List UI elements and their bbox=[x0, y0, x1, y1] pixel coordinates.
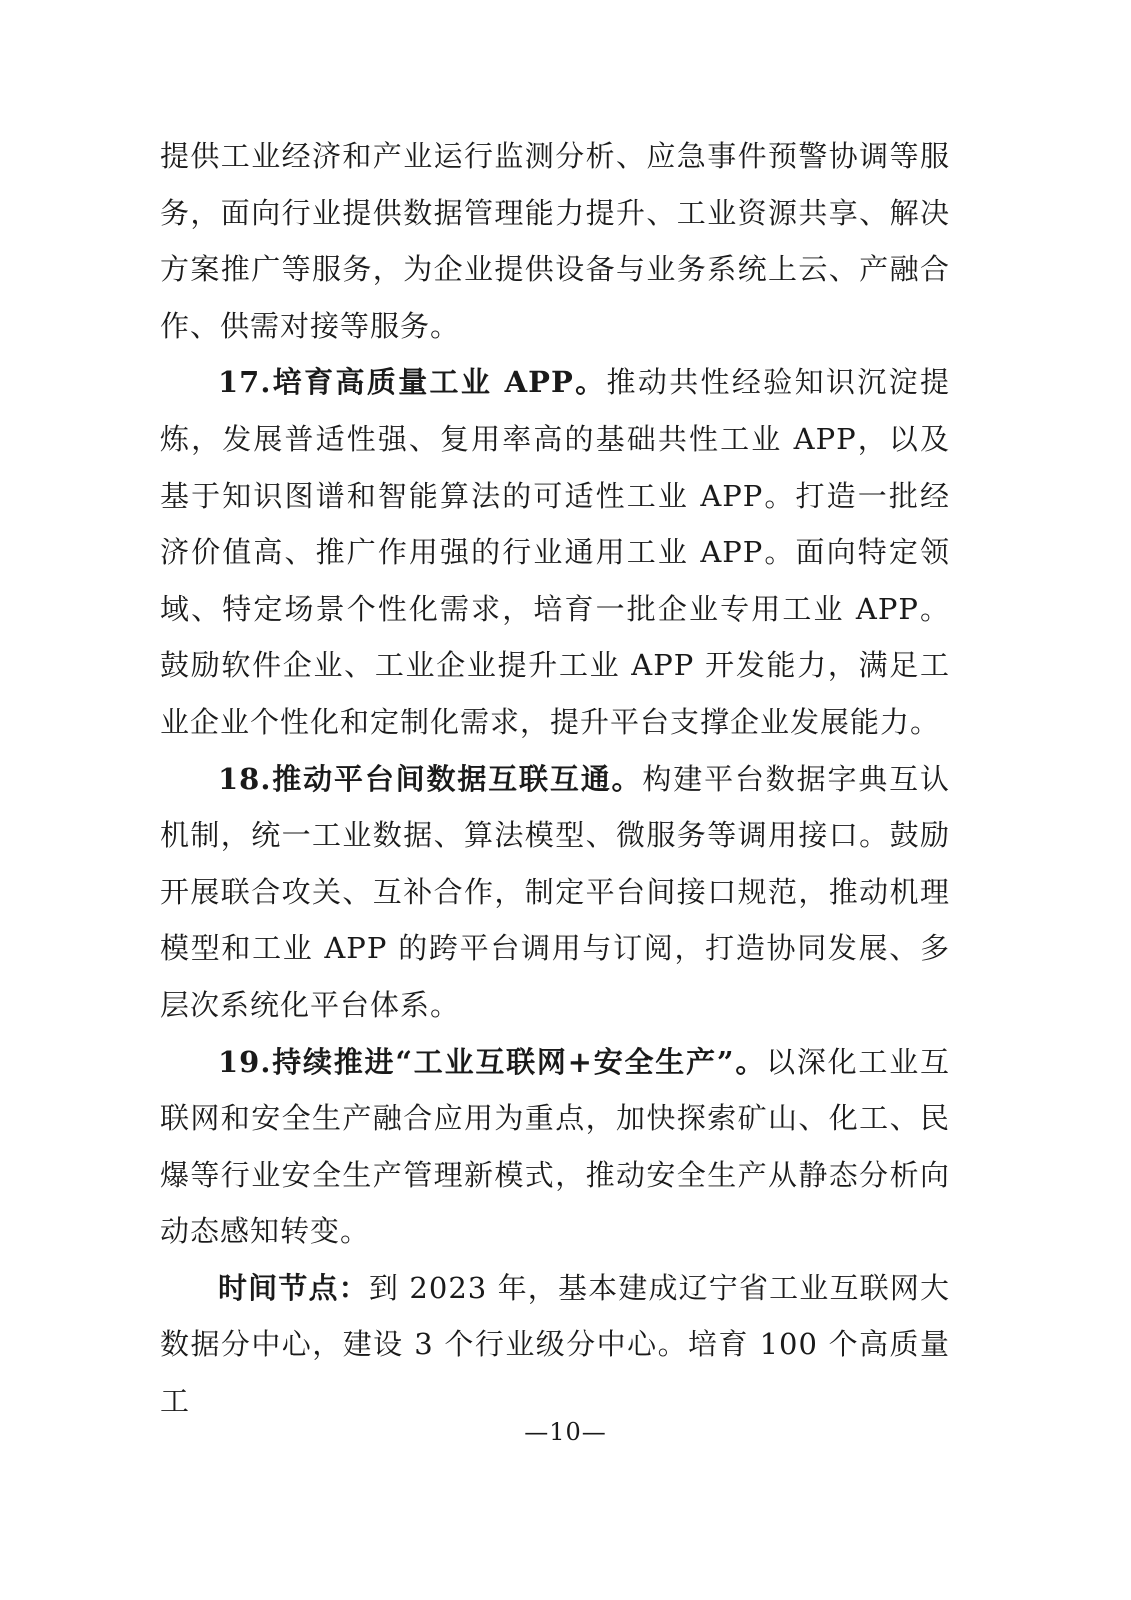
page-number: —10— bbox=[524, 1418, 607, 1446]
timeline-text: 到 2023 年，基本建成辽宁省工业互联网大数据分中心，建设 3 个行业级分中心。培育 100 个高质量工 bbox=[160, 1270, 950, 1419]
paragraph-1-text: 提供工业经济和产业运行监测分析、应急事件预警协调等服务，面向行业提供数据管理能力提升、工业资源共享、解决方案推广等服务，为企业提供设备与业务系统上云、产融合作、供需对接等服务。 bbox=[160, 139, 950, 343]
paragraph-item-18 bbox=[160, 751, 950, 1034]
paragraph-timeline bbox=[160, 1260, 950, 1430]
paragraph-item-19 bbox=[160, 1034, 950, 1260]
item-17-heading: 17.培育高质量工业 APP。 bbox=[218, 365, 607, 400]
timeline-heading: 时间节点： bbox=[218, 1270, 369, 1305]
body-text bbox=[160, 128, 950, 1430]
item-17-text: 推动共性经验知识沉淀提炼，发展普适性强、复用率高的基础共性工业 APP，以及基于知识图谱和智能算法的可适性工业 APP。打造一批经济价值高、推广作用强的行业通用工业 APP。面向特定领域、特定场景个性化需求，培育一批企业专用工业 APP。鼓励软件企业、工业企业提升工业 APP 开发能力，满足工业企业个性化和定制化需求，提升平台支撑企业发展能力。 bbox=[160, 365, 950, 739]
item-18-text: 构建平台数据字典互认机制，统一工业数据、算法模型、微服务等调用接口。鼓励开展联合攻关、互补合作，制定平台间接口规范，推动机理模型和工业 APP 的跨平台调用与订阅，打造协同发展、多层次系统化平台体系。 bbox=[160, 761, 950, 1022]
paragraph-item-17 bbox=[160, 354, 950, 750]
paragraph-continuation bbox=[160, 128, 950, 354]
item-19-text: 以深化工业互联网和安全生产融合应用为重点，加快探索矿山、化工、民爆等行业安全生产管理新模式，推动安全生产从静态分析向动态感知转变。 bbox=[160, 1044, 950, 1249]
item-18-heading: 18.推动平台间数据互联互通。 bbox=[218, 761, 643, 796]
item-19-heading: 19.持续推进“工业互联网+安全生产”。 bbox=[218, 1044, 767, 1079]
